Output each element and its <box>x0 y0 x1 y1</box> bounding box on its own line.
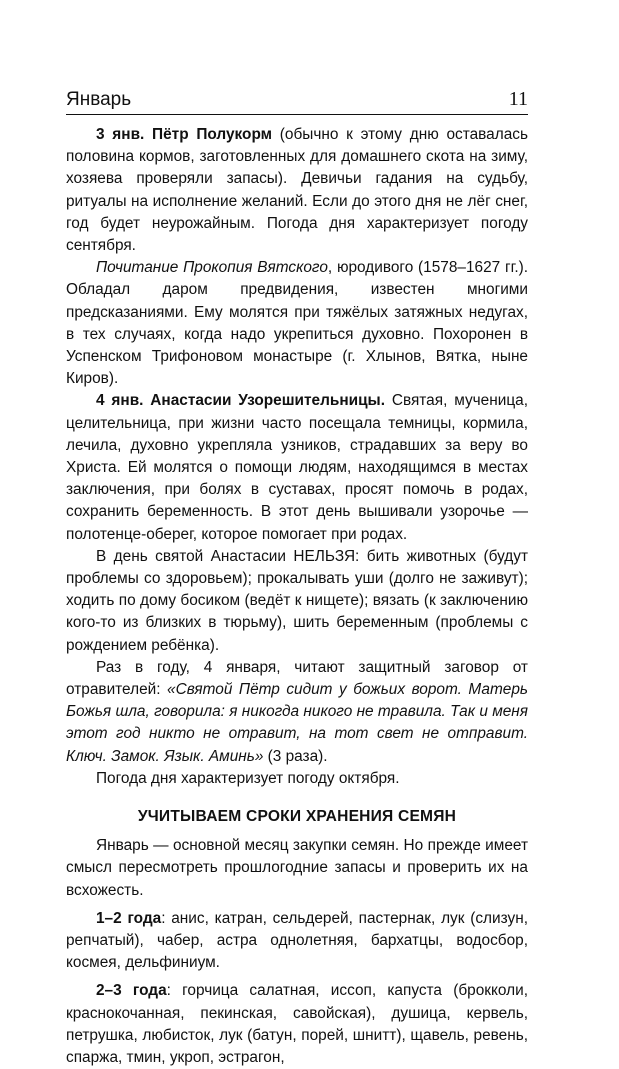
zagovor-text: «Святой Пётр сидит у божьих ворот. Матерь Божья шла, говорила: я никогда никого не травила. Так и меня этот год никто не отравит, на тот свет не отправит. Ключ. Замок. Язык. Аминь» <box>66 681 528 765</box>
running-header <box>66 84 528 115</box>
paragraph-weather-october: Погода дня характеризует погоду октября. <box>96 769 400 787</box>
page-number: 11 <box>508 88 528 110</box>
paragraph-jan3 <box>66 124 528 257</box>
entry-text-prokopiy: , юродивого (1578–1627 гг.). Обладал даром предвидения, известен многими предсказаниями. Ему молятся при тяжёлых затяжных недугах, в тех случаях, когда надо укрепиться духовно. Похоронен в Успенском Трифоновом монастыре (г. Хлынов, Вятка, ныне Киров). <box>66 259 528 388</box>
seed-item-2-text: : горчица салатная, иссоп, капуста (брокколи, краснокочанная, пекинская, савойская), душица, кервель, петрушка, любисток, лук (батун, порей, шнитт), щавель, ревень, спаржа, тмин, укроп, эстрагон, <box>66 982 528 1066</box>
entry-heading-prokopiy: Почитание Прокопия Вятского <box>96 259 328 277</box>
paragraph-jan4 <box>66 390 528 545</box>
seed-item-2-head: 2–3 года <box>96 982 167 1000</box>
entry-text-jan3: (обычно к этому дню оставалась половина кормов, заготовленных для домашнего скота на зиму, хозяева проверяли запасы). Девичьи гадания на судьбу, ритуалы на исполнение желаний. Если до этого дня не лёг снег, год будет неурожайным. Погода дня характеризует погоду сентября. <box>66 126 528 255</box>
entry-heading-jan4: 4 янв. Анастасии Узорешительницы. <box>96 392 385 410</box>
seed-item-1-2-years <box>66 908 528 975</box>
zagovor-intro: Раз в году, 4 января, читают защитный заговор от отравителей: <box>66 658 528 699</box>
paragraph-prokopiy <box>66 257 528 390</box>
seed-item-2-3-years <box>66 980 528 1069</box>
zagovor-tail: (3 раза). <box>263 747 328 765</box>
paragraph-forbidden: В день святой Анастасии НЕЛЬЗЯ: бить животных (будут проблемы со здоровьем); прокалывать уши (долго не заживут); ходить по дому босиком (ведёт к нищете); вязать (к заключению кого-то из близких в тюрьму), шить беременным (проблемы с рождением ребёнка). <box>66 547 528 654</box>
seed-item-1-text: : анис, катран, сельдерей, пастернак, лук (слизун, репчатый), чабер, астра однолетняя, бархатцы, водосбор, космея, дельфиниум. <box>66 909 528 972</box>
entry-heading-jan3: 3 янв. Пётр Полукорм <box>96 126 273 143</box>
seed-item-1-head: 1–2 года <box>96 909 162 927</box>
entry-text-jan4: Святая, мученица, целительница, при жизни часто посещала темницы, кормила, лечила, духовно укрепляла узников, страдавших за веру во Христа. Ей молятся о помощи людям, находящимся в местах заключения, при болях в суставах, просят помочь в родах, сохранить беременность. В этот день вышивали узорочье — полотенце-оберег, которое помогает при родах. <box>66 392 528 543</box>
running-header-title: Январь <box>66 89 132 110</box>
paragraph-zagovor <box>66 657 528 768</box>
page-body <box>66 124 528 1069</box>
section-intro: Январь — основной месяц закупки семян. Но прежде имеет смысл пересмотреть прошлогодние запасы и проверить их на всхожесть. <box>66 837 528 899</box>
section-heading: УЧИТЫВАЕМ СРОКИ ХРАНЕНИЯ СЕМЯН <box>137 808 457 826</box>
